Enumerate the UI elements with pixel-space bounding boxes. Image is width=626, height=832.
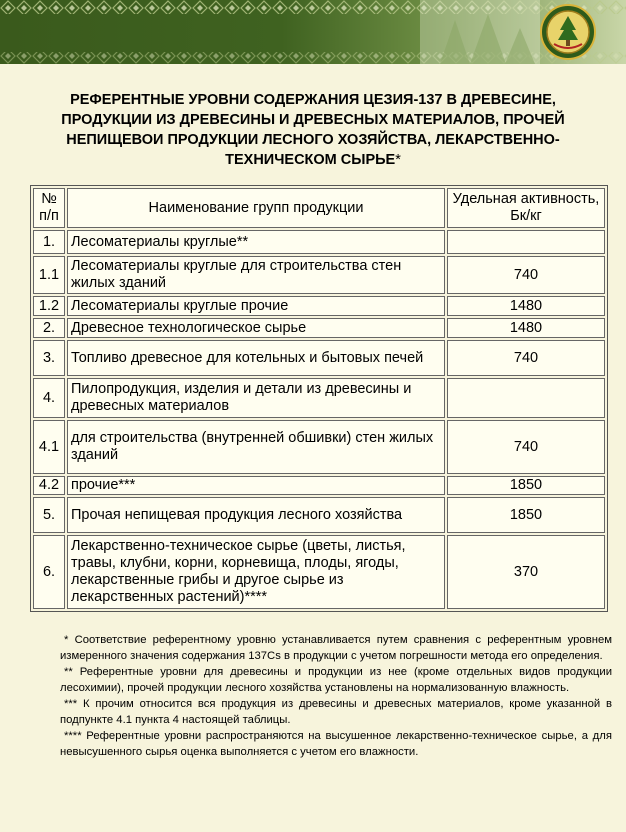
row-value: 370: [447, 535, 605, 609]
table-row: [33, 230, 605, 254]
row-number: 4.: [33, 378, 65, 418]
table-row: [33, 497, 605, 533]
header-banner: [0, 0, 626, 64]
footnote: **** Референтные уровни распространяются на высушенное лекарственно-техническое сырье, а для невысушенного сырья оценка выполняется с учетом его влажности.: [60, 730, 612, 758]
row-number: 4.1: [33, 420, 65, 474]
column-header-name: Наименование групп продукции: [67, 188, 445, 228]
footnotes: [60, 632, 612, 760]
row-value: 1480: [447, 296, 605, 316]
forestry-emblem: [540, 4, 596, 60]
row-number: 1.1: [33, 256, 65, 294]
row-value: [447, 378, 605, 418]
row-number: 2.: [33, 318, 65, 338]
reference-levels-table: [30, 185, 608, 612]
table-header-row: [33, 188, 605, 228]
row-name: Лесоматериалы круглые для строительства стен жилых зданий: [67, 256, 445, 294]
row-number: 1.2: [33, 296, 65, 316]
table-row: [33, 296, 605, 316]
row-number: 5.: [33, 497, 65, 533]
column-header-number: № п/п: [33, 188, 65, 228]
column-header-value: Удельная активность, Бк/кг: [447, 188, 605, 228]
table-row: [33, 476, 605, 495]
row-value: 740: [447, 256, 605, 294]
row-name: прочие***: [67, 476, 445, 495]
table-row: [33, 420, 605, 474]
title-footnote-mark: *: [395, 152, 401, 168]
row-name: Лесоматериалы круглые прочие: [67, 296, 445, 316]
ornament-pattern: [0, 0, 626, 64]
title-text: РЕФЕРЕНТНЫЕ УРОВНИ СОДЕРЖАНИЯ ЦЕЗИЯ-137 В ДРЕВЕСИНЕ, ПРОДУКЦИИ ИЗ ДРЕВЕСИНЫ И ДРЕВЕСНЫХ МАТЕРИАЛОВ, ПРОЧЕЙ НЕПИЩЕВОИ ПРОДУКЦИИ ЛЕСНОГО ХОЗЯЙСТВА, ЛЕКАРСТВЕННО-ТЕХНИЧЕСКОМ СЫРЬЕ: [61, 92, 565, 168]
table-row: [33, 340, 605, 376]
row-value: 1850: [447, 476, 605, 495]
row-value: [447, 230, 605, 254]
row-name: Лесоматериалы круглые**: [67, 230, 445, 254]
table-row: [33, 378, 605, 418]
row-name: для строительства (внутренней обшивки) стен жилых зданий: [67, 420, 445, 474]
table-row: [33, 256, 605, 294]
row-value: 740: [447, 420, 605, 474]
page-title: [40, 90, 586, 170]
footnote: *** К прочим относится вся продукция из древесины и древесных материалов, кроме указанной в подпункте 4.1 пункта 4 настоящей таблицы.: [60, 698, 612, 726]
row-value: 740: [447, 340, 605, 376]
row-number: 1.: [33, 230, 65, 254]
row-name: Лекарственно-техническое сырье (цветы, листья, травы, клубни, корни, корневища, плоды, ягоды, лекарственные грибы и другое сырье из лекарственных растений)****: [67, 535, 445, 609]
row-number: 6.: [33, 535, 65, 609]
row-name: Древесное технологическое сырье: [67, 318, 445, 338]
footnote: ** Референтные уровни для древесины и продукции из нее (кроме отдельных видов продукции лесохимии), прочей продукции лесного хозяйства установлены на нормализованную влажность.: [60, 666, 612, 694]
row-name: Прочая непищевая продукция лесного хозяйства: [67, 497, 445, 533]
row-name: Пилопродукция, изделия и детали из древесины и древесных материалов: [67, 378, 445, 418]
row-number: 3.: [33, 340, 65, 376]
table-row: [33, 535, 605, 609]
table-row: [33, 318, 605, 338]
row-number: 4.2: [33, 476, 65, 495]
row-name: Топливо древесное для котельных и бытовых печей: [67, 340, 445, 376]
footnote: * Соответствие референтному уровню устанавливается путем сравнения с референтным уровнем измеренного значения содержания 137Cs в продукции с учетом погрешности метода его определения.: [60, 634, 612, 662]
row-value: 1480: [447, 318, 605, 338]
row-value: 1850: [447, 497, 605, 533]
